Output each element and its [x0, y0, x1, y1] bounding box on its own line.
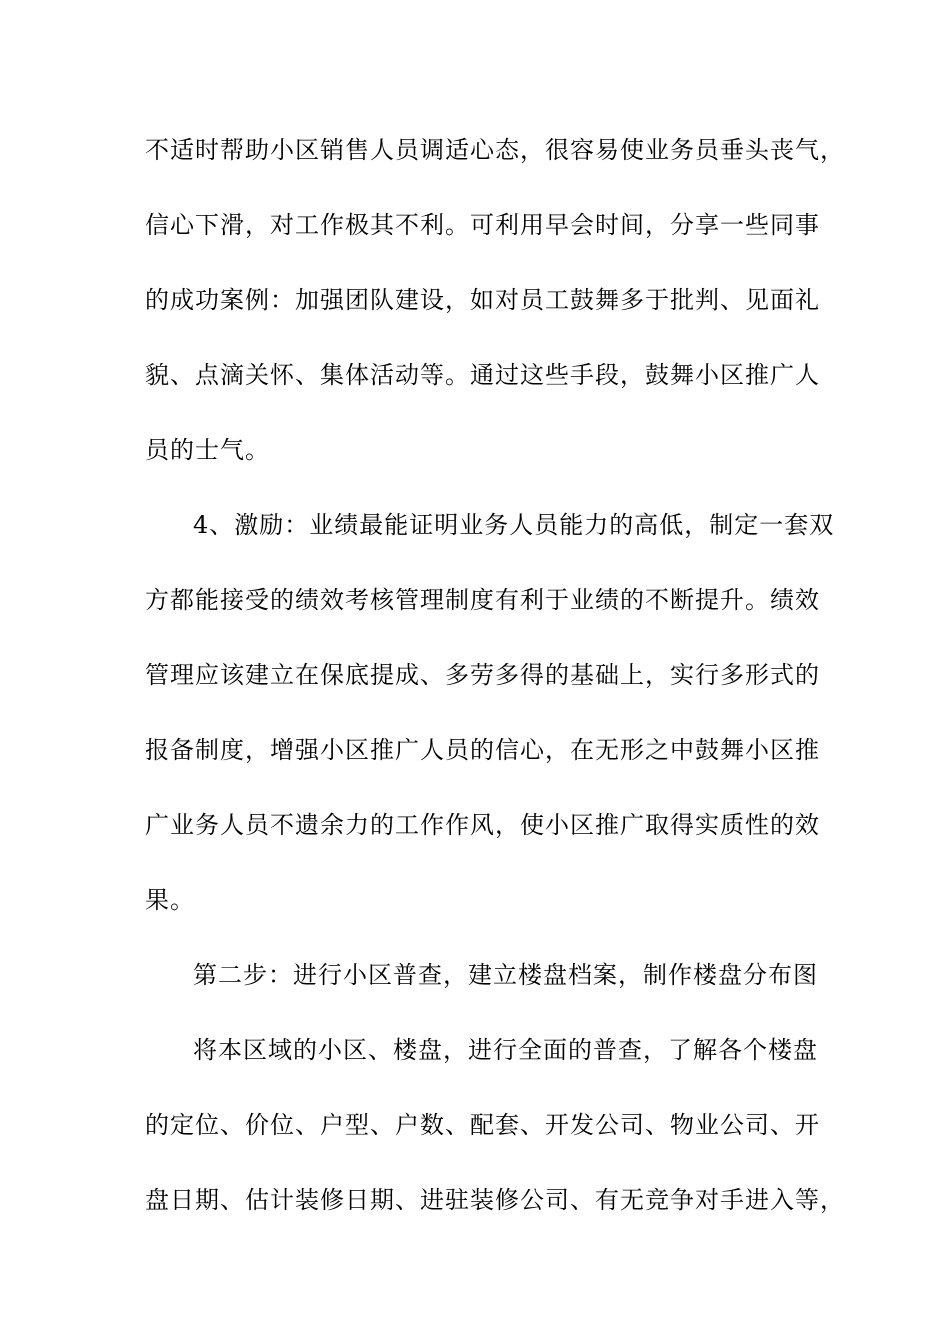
paragraph-line: 广业务人员不遗余力的工作作风，使小区推广取得实质性的效: [145, 811, 820, 839]
paragraph-line: 员的士气。: [145, 436, 270, 464]
paragraph-line: 报备制度，增强小区推广人员的信心，在无形之中鼓舞小区推: [145, 736, 820, 764]
paragraph-line: 的成功案例：加强团队建设，如对员工鼓舞多于批判、见面礼: [145, 286, 820, 314]
paragraph-line: 管理应该建立在保底提成、多劳多得的基础上，实行多形式的: [145, 661, 820, 689]
paragraph-line: 信心下滑，对工作极其不利。可利用早会时间，分享一些同事: [145, 211, 820, 239]
paragraph-line: 4、激励：业绩最能证明业务人员能力的高低，制定一套双: [193, 511, 835, 539]
paragraph-line: 的定位、价位、户型、户数、配套、开发公司、物业公司、开: [145, 1111, 820, 1139]
paragraph-line: 貌、点滴关怀、集体活动等。通过这些手段，鼓舞小区推广人: [145, 361, 820, 389]
paragraph-line: 盘日期、估计装修日期、进驻装修公司、有无竞争对手进入等，: [145, 1186, 845, 1214]
paragraph-line: 将本区域的小区、楼盘，进行全面的普查，了解各个楼盘: [193, 1036, 818, 1064]
paragraph-line: 不适时帮助小区销售人员调适心态，很容易使业务员垂头丧气，: [145, 136, 845, 164]
paragraph-line: 果。: [145, 886, 195, 914]
paragraph-line: 方都能接受的绩效考核管理制度有利于业绩的不断提升。绩效: [145, 586, 820, 614]
section-heading: 第二步：进行小区普查，建立楼盘档案，制作楼盘分布图: [193, 961, 818, 989]
